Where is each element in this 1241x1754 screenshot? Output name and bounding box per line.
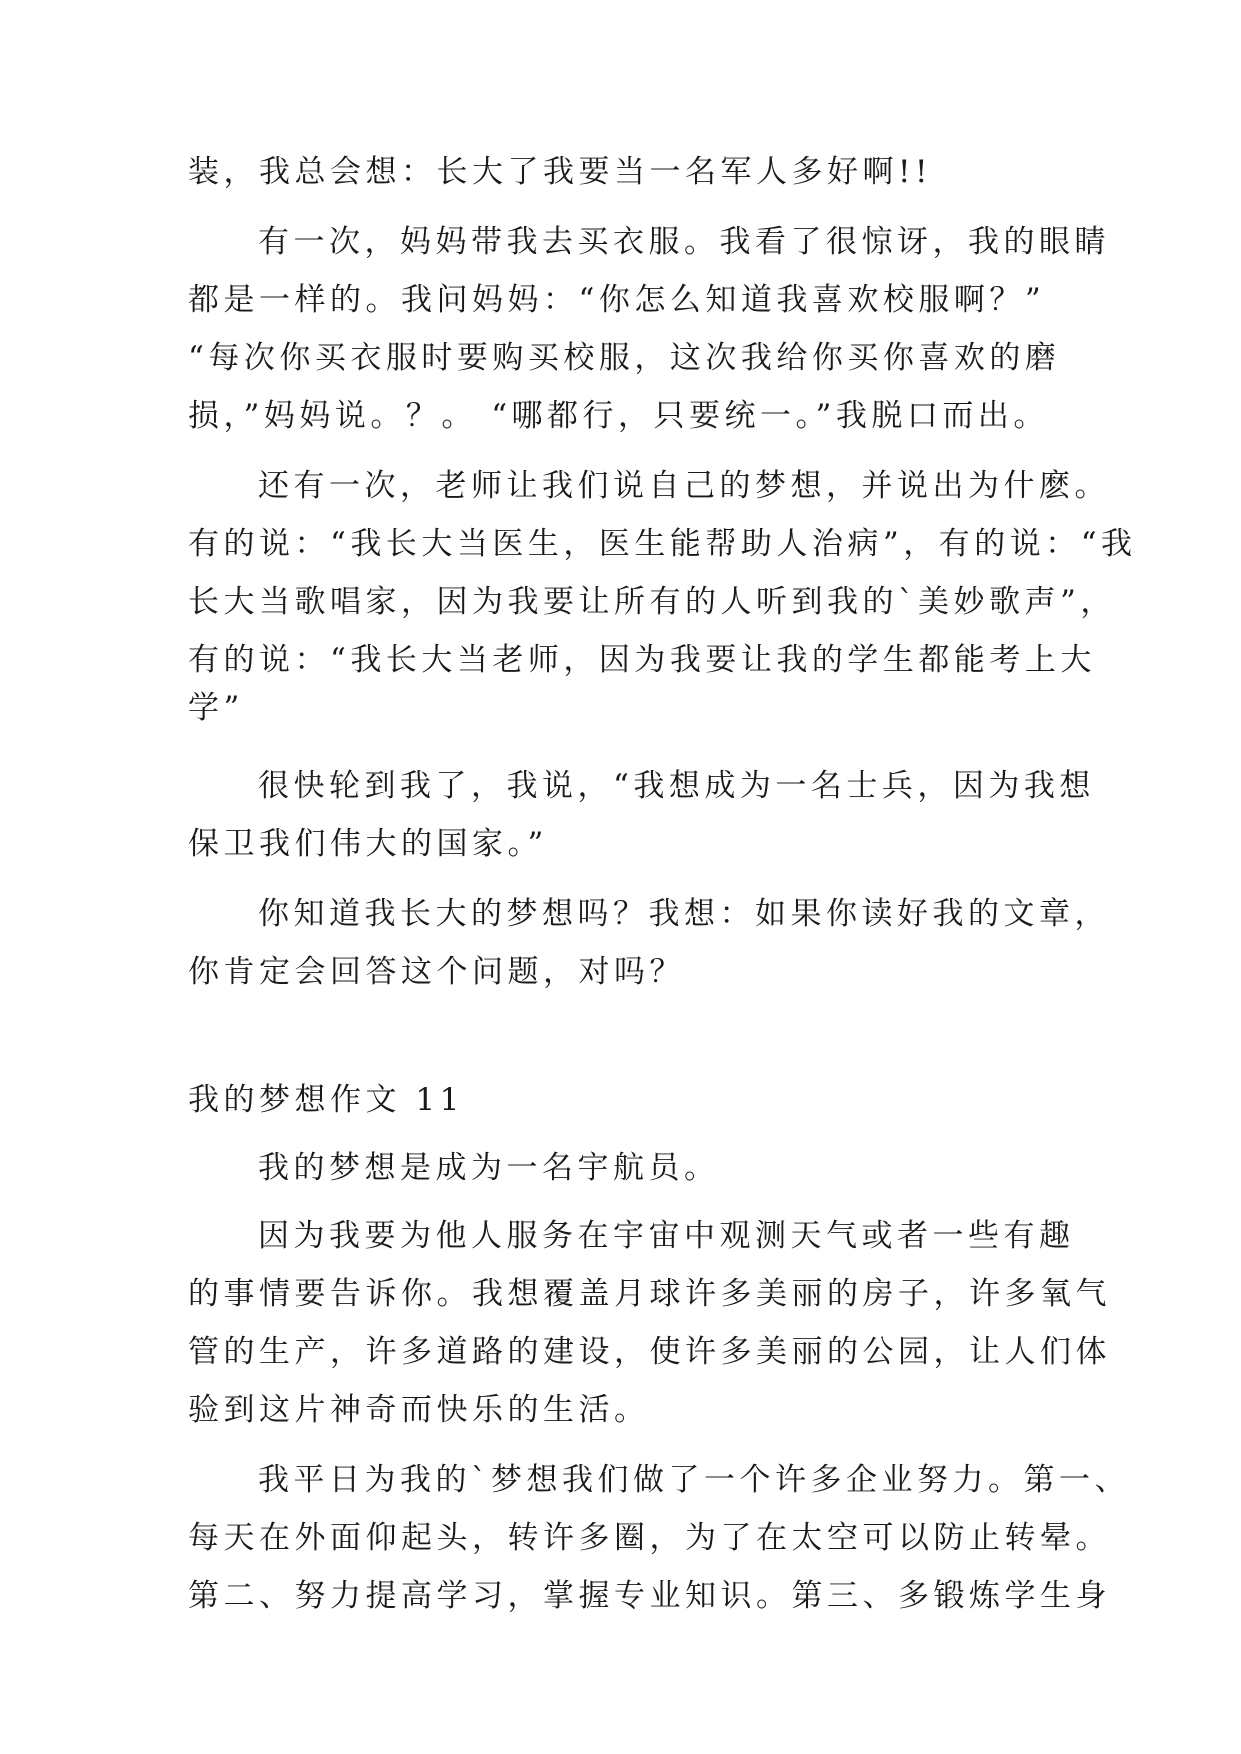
text-line: 很快轮到我了，我说，“我想成为一名士兵，因为我想	[258, 768, 1095, 804]
text-line: 长大当歌唱家，因为我要让所有的人听到我的`美妙歌声”，	[188, 584, 1116, 620]
text-line: 你知道我长大的梦想吗？我想：如果你读好我的文章，	[258, 896, 1110, 932]
text-line: 损，”妈妈说。？。 “哪都行，只要统一。”我脱口而出。	[188, 398, 1049, 434]
text-line: 装，我总会想：长大了我要当一名军人多好啊!!	[188, 154, 932, 190]
text-line: 保卫我们伟大的国家。”	[188, 826, 548, 862]
text-line: 因为我要为他人服务在宇宙中观测天气或者一些有趣	[258, 1218, 1075, 1254]
text-line: 有的说：“我长大当老师，因为我要让我的学生都能考上大	[188, 642, 1096, 678]
text-line: 的事情要告诉你。我想覆盖月球许多美丽的房子，许多氧气	[188, 1276, 1111, 1312]
text-line: 验到这片神奇而快乐的生活。	[188, 1392, 650, 1428]
text-line: 我的梦想是成为一名宇航员。	[258, 1150, 720, 1186]
text-line: 都是一样的。我问妈妈：“你怎么知道我喜欢校服啊？”	[188, 282, 1046, 318]
text-line: 有一次，妈妈带我去买衣服。我看了很惊讶，我的眼睛	[258, 224, 1110, 260]
text-line: 还有一次，老师让我们说自己的梦想，并说出为什麽。	[258, 468, 1110, 504]
text-line: 你肯定会回答这个问题，对吗？	[188, 954, 685, 990]
text-line: 我平日为我的`梦想我们做了一个许多企业努力。第一、	[258, 1462, 1130, 1498]
text-line: 每天在外面仰起头，转许多圈，为了在太空可以防止转晕。	[188, 1520, 1111, 1556]
text-line: “每次你买衣服时要购买校服，这次我给你买你喜欢的磨	[188, 340, 1061, 376]
text-line: 第二、努力提高学习，掌握专业知识。第三、多锻炼学生身	[188, 1578, 1111, 1614]
text-line: 有的说：“我长大当医生，医生能帮助人治病”，有的说：“我	[188, 526, 1137, 562]
text-line: 管的生产，许多道路的建设，使许多美丽的公园，让人们体	[188, 1334, 1111, 1370]
text-line: 学”	[188, 690, 244, 726]
section-heading: 我的梦想作文 11	[188, 1082, 464, 1118]
